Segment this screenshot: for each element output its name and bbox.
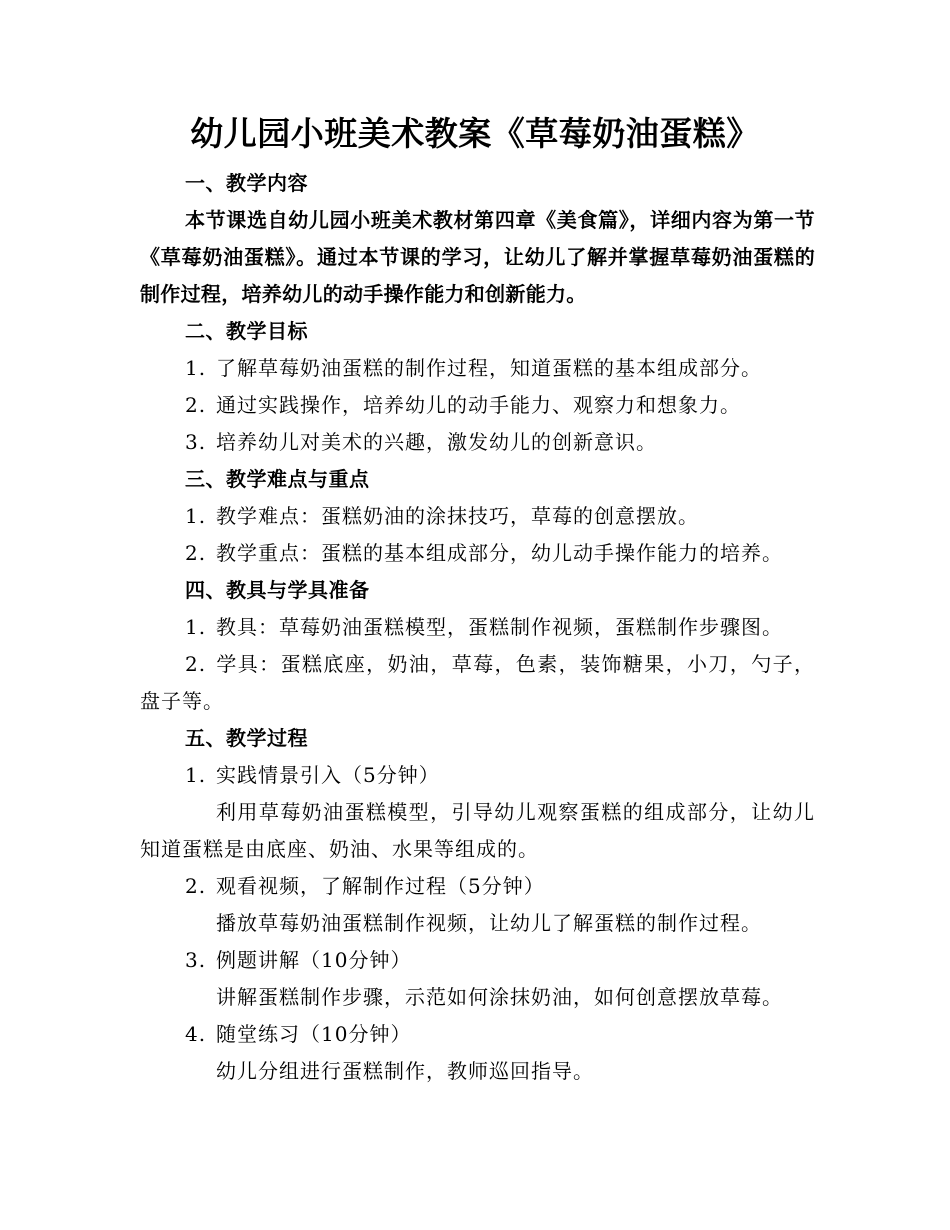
list-item — [140, 498, 815, 535]
list-item-text: 教学难点：蛋糕奶油的涂抹技巧，草莓的创意摆放。 — [216, 504, 699, 528]
list-item — [140, 609, 815, 646]
list-item — [140, 424, 815, 461]
section-heading-content: 一、教学内容 — [185, 171, 308, 195]
document-title: 幼儿园小班美术教案《草莓奶油蛋糕》 — [190, 114, 760, 153]
section-heading-goals: 二、教学目标 — [185, 319, 308, 343]
list-item-detail: 播放草莓奶油蛋糕制作视频，让幼儿了解蛋糕的制作过程。 — [216, 911, 762, 935]
list-item-text: 教具：草莓奶油蛋糕模型，蛋糕制作视频，蛋糕制作步骤图。 — [216, 615, 783, 639]
list-item-number: 2. — [185, 652, 207, 676]
list-item-number: 4. — [185, 1022, 207, 1046]
list-item-text: 实践情景引入（5分钟） — [216, 763, 440, 787]
list-item — [140, 535, 815, 572]
list-item-text: 学具：蛋糕底座，奶油，草莓，色素，装饰糖果，小刀，勺子，盘子等。 — [140, 652, 815, 713]
list-item — [140, 1016, 815, 1053]
list-item — [140, 757, 815, 794]
section-heading-materials: 四、教具与学具准备 — [185, 578, 370, 602]
list-item-number: 3. — [185, 430, 207, 454]
list-item-number: 2. — [185, 874, 207, 898]
list-item-number: 1. — [185, 763, 207, 787]
list-item-text: 观看视频，了解制作过程（5分钟） — [216, 874, 545, 898]
section-heading-process: 五、教学过程 — [185, 726, 308, 750]
list-item-detail: 利用草莓奶油蛋糕模型，引导幼儿观察蛋糕的组成部分，让幼儿知道蛋糕是由底座、奶油、水果等组成的。 — [140, 800, 815, 861]
list-item-text: 随堂练习（10分钟） — [216, 1022, 412, 1046]
list-item — [140, 942, 815, 979]
list-item-text: 教学重点：蛋糕的基本组成部分，幼儿动手操作能力的培养。 — [216, 541, 783, 565]
section-heading-key-points: 三、教学难点与重点 — [185, 467, 370, 491]
list-item-text: 例题讲解（10分钟） — [216, 948, 412, 972]
list-item-text: 培养幼儿对美术的兴趣，激发幼儿的创新意识。 — [216, 430, 657, 454]
document-body — [140, 165, 815, 1090]
list-item-detail: 讲解蛋糕制作步骤，示范如何涂抹奶油，如何创意摆放草莓。 — [216, 985, 783, 1009]
list-item-text: 通过实践操作，培养幼儿的动手能力、观察力和想象力。 — [216, 393, 741, 417]
section-intro-paragraph: 本节课选自幼儿园小班美术教材第四章《美食篇》，详细内容为第一节《草莓奶油蛋糕》。通过本节课的学习，让幼儿了解并掌握草莓奶油蛋糕的制作过程，培养幼儿的动手操作能力和创新能力。 — [140, 208, 815, 306]
list-item-text: 了解草莓奶油蛋糕的制作过程，知道蛋糕的基本组成部分。 — [216, 356, 762, 380]
list-item-number: 1. — [185, 504, 207, 528]
list-item-number: 1. — [185, 356, 207, 380]
list-item-number: 2. — [185, 541, 207, 565]
list-item-number: 2. — [185, 393, 207, 417]
list-item-detail: 幼儿分组进行蛋糕制作，教师巡回指导。 — [216, 1059, 594, 1083]
list-item — [140, 350, 815, 387]
list-item-number: 3. — [185, 948, 207, 972]
list-item — [140, 868, 815, 905]
list-item — [140, 387, 815, 424]
list-item-number: 1. — [185, 615, 207, 639]
list-item — [140, 646, 815, 720]
